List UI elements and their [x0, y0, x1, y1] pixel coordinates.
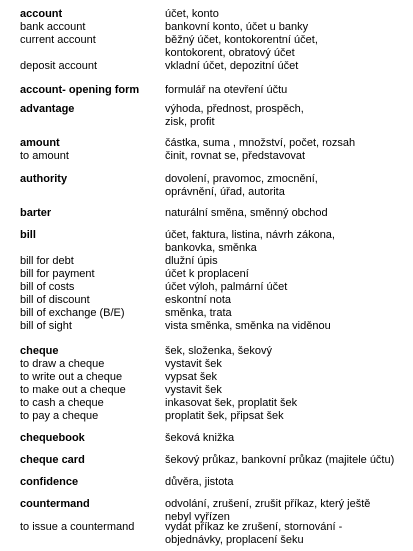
definition-line: dlužní úpis	[165, 255, 218, 267]
definition-line: výhoda, přednost, prospěch,	[165, 103, 304, 115]
entry-definition	[165, 454, 394, 467]
definition-line: šeková knižka	[165, 432, 235, 444]
definition-line: činit, rovnat se, představovat	[165, 150, 306, 162]
entry-definition	[165, 281, 287, 294]
definition-line: vystavit šek	[165, 358, 222, 370]
entry-term: cheque	[20, 345, 59, 357]
definition-line: účet výloh, palmární účet	[165, 281, 288, 293]
definition-line: vystavit šek	[165, 384, 222, 396]
entry-definition	[165, 268, 249, 281]
entry-definition	[165, 410, 284, 423]
entry-term: to make out a cheque	[20, 384, 126, 396]
definition-line: zisk, profit	[165, 116, 215, 128]
entry-term: bill of costs	[20, 281, 75, 293]
entry-definition	[165, 255, 218, 268]
entry-term: amount	[20, 137, 60, 149]
entry-term: authority	[20, 173, 68, 185]
definition-line: inkasovat šek, proplatit šek	[165, 397, 298, 409]
definition-line: eskontní nota	[165, 294, 232, 306]
entry-definition	[165, 150, 305, 163]
entry-term: account- opening form	[20, 84, 140, 96]
definition-line: bankovní konto, účet u banky	[165, 21, 309, 33]
entry-term: bill of exchange (B/E)	[20, 307, 125, 319]
definition-line: vkladní účet, depozitní účet	[165, 60, 299, 72]
entry-term: bill of sight	[20, 320, 72, 332]
entry-term: advantage	[20, 103, 75, 115]
entry-term: bill of discount	[20, 294, 90, 306]
entry-term: to amount	[20, 150, 69, 162]
entry-definition	[165, 384, 222, 397]
entry-term: confidence	[20, 476, 79, 488]
entry-definition	[165, 320, 331, 333]
entry-definition	[165, 60, 298, 73]
definition-line: účet, konto	[165, 8, 219, 20]
entry-definition	[165, 397, 297, 410]
entry-definition	[165, 207, 328, 220]
entry-definition	[165, 358, 222, 371]
definition-line: kontokorent, obratový účet	[165, 47, 295, 59]
definition-line: účet k proplacení	[165, 268, 249, 280]
entry-definition	[165, 84, 287, 97]
definition-line: vypsat šek	[165, 371, 217, 383]
entry-definition	[165, 8, 219, 21]
entry-term: chequebook	[20, 432, 85, 444]
entry-term: deposit account	[20, 60, 98, 72]
entry-term: to cash a cheque	[20, 397, 104, 409]
definition-line: odvolání, zrušení, zrušit příkaz, který ještě	[165, 498, 371, 510]
entry-term: account	[20, 8, 63, 20]
definition-line: důvěra, jistota	[165, 476, 234, 488]
entry-term: current account	[20, 34, 96, 46]
entry-definition	[165, 137, 355, 150]
entry-definition	[165, 294, 231, 307]
entry-definition	[165, 476, 233, 489]
entry-definition	[165, 103, 304, 129]
entry-definition	[165, 21, 308, 34]
definition-line: proplatit šek, připsat šek	[165, 410, 284, 422]
definition-line: šekový průkaz, bankovní průkaz (majitele účtu)	[165, 454, 395, 466]
entry-term: countermand	[20, 498, 90, 510]
entry-term: bill for payment	[20, 268, 95, 280]
definition-line: běžný účet, kontokorentní účet,	[165, 34, 318, 46]
definition-line: objednávky, proplacení šeku	[165, 534, 304, 546]
entry-term: bill	[20, 229, 36, 241]
entry-definition	[165, 432, 234, 445]
definition-line: vydat příkaz ke zrušení, stornování -	[165, 521, 343, 533]
entry-term: to pay a cheque	[20, 410, 99, 422]
entry-term: bank account	[20, 21, 86, 33]
definition-line: dovolení, pravomoc, zmocnění,	[165, 173, 318, 185]
entry-definition	[165, 345, 272, 358]
definition-line: bankovka, směnka	[165, 242, 257, 254]
entry-definition	[165, 173, 318, 199]
definition-line: oprávnění, úřad, autorita	[165, 186, 285, 198]
entry-term: cheque card	[20, 454, 85, 466]
definition-line: naturální směna, směnný obchod	[165, 207, 328, 219]
entry-term: bill for debt	[20, 255, 74, 267]
definition-line: vista směnka, směnka na viděnou	[165, 320, 331, 332]
entry-term: barter	[20, 207, 52, 219]
entry-definition	[165, 34, 318, 60]
entry-definition	[165, 229, 335, 255]
definition-line: směnka, trata	[165, 307, 232, 319]
definition-line: účet, faktura, listina, návrh zákona,	[165, 229, 335, 241]
definition-line: nebyl vyřízen	[165, 511, 230, 523]
definition-line: formulář na otevření účtu	[165, 84, 288, 96]
definition-line: částka, suma , množství, počet, rozsah	[165, 137, 356, 149]
entry-definition	[165, 371, 217, 384]
entry-term: to write out a cheque	[20, 371, 123, 383]
entry-definition	[165, 307, 232, 320]
entry-term: to draw a cheque	[20, 358, 105, 370]
definition-line: šek, složenka, šekový	[165, 345, 272, 357]
entry-term: to issue a countermand	[20, 521, 135, 533]
entry-definition	[165, 521, 342, 547]
